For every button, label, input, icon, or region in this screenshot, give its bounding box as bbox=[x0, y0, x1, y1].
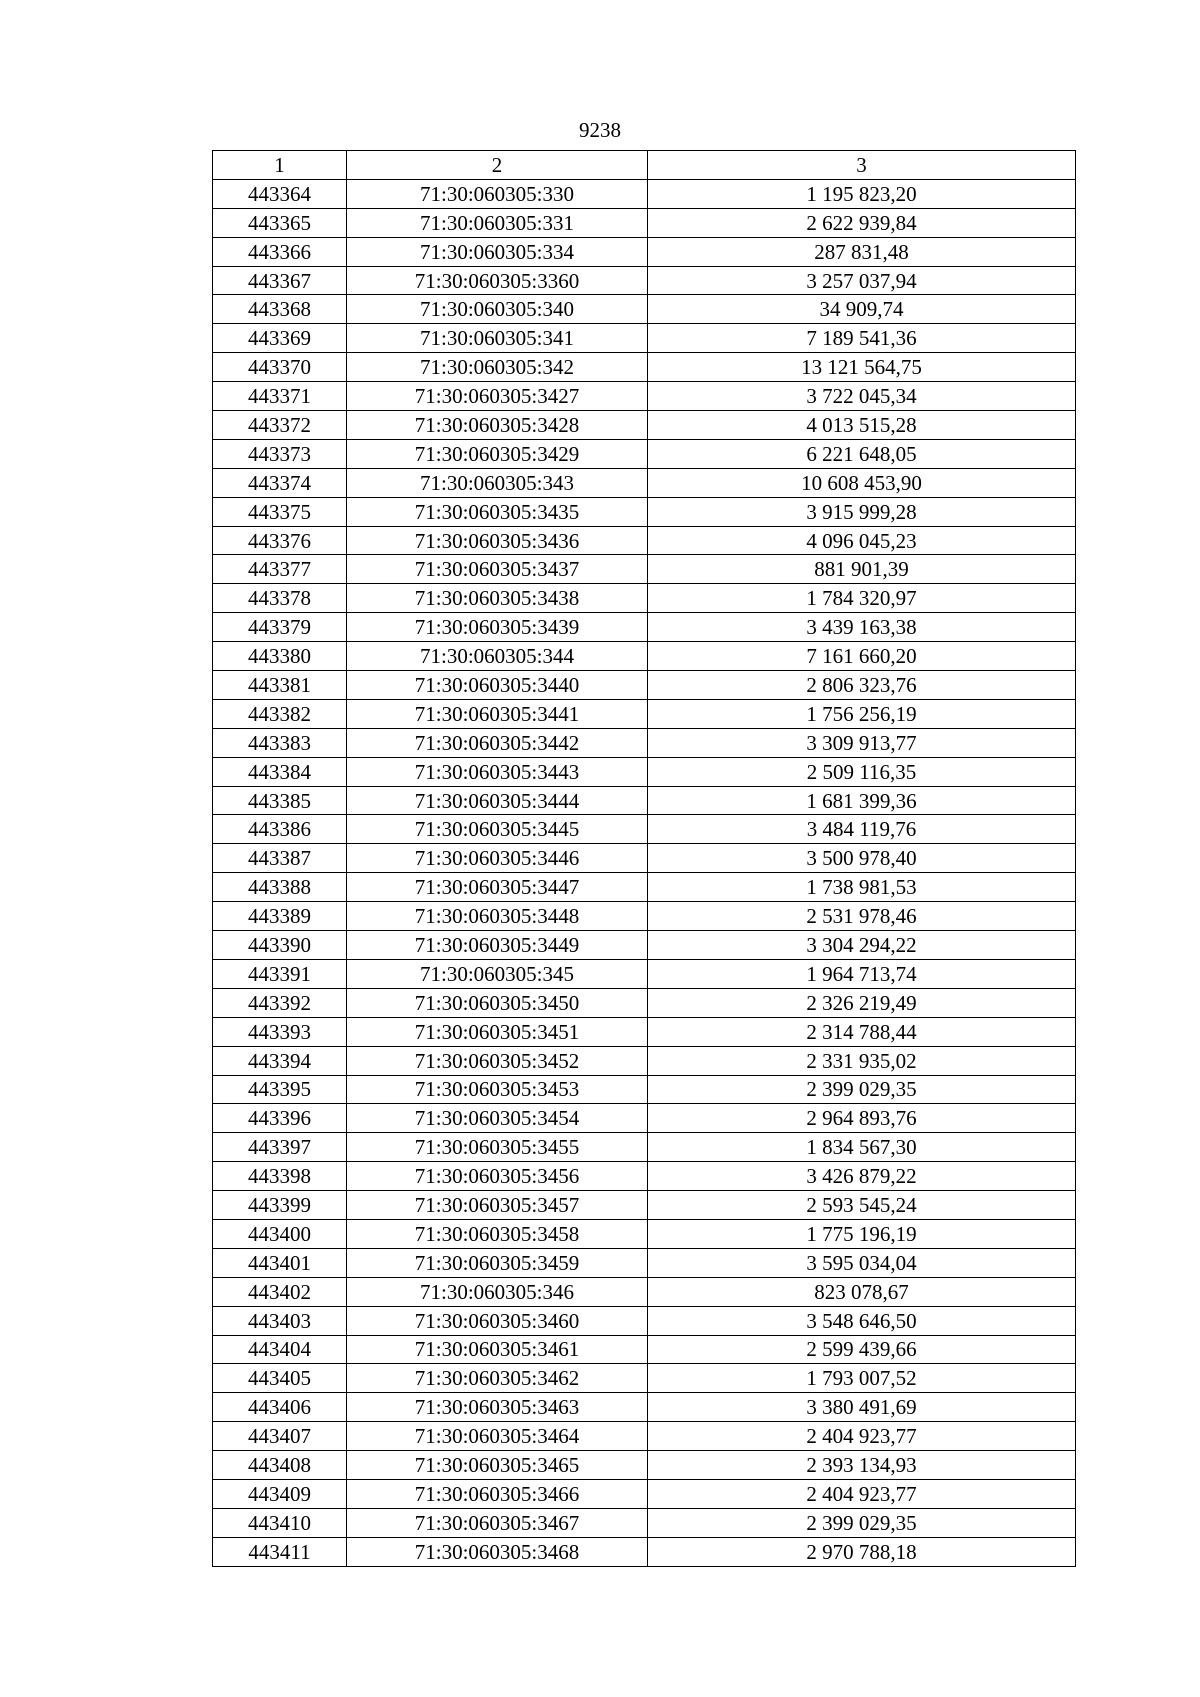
value-cell: 6 221 648,05 bbox=[648, 439, 1076, 468]
cadastral-number-cell: 71:30:060305:3427 bbox=[347, 382, 648, 411]
row-number-cell: 443407 bbox=[213, 1422, 347, 1451]
row-number-cell: 443410 bbox=[213, 1508, 347, 1537]
cadastral-number-cell: 71:30:060305:342 bbox=[347, 353, 648, 382]
value-cell: 10 608 453,90 bbox=[648, 468, 1076, 497]
row-number-cell: 443390 bbox=[213, 931, 347, 960]
row-number-cell: 443375 bbox=[213, 497, 347, 526]
row-number-cell: 443399 bbox=[213, 1191, 347, 1220]
row-number-cell: 443383 bbox=[213, 728, 347, 757]
page-number: 9238 bbox=[579, 118, 621, 142]
table-row bbox=[213, 1104, 1076, 1133]
table-row bbox=[213, 1133, 1076, 1162]
table-row bbox=[213, 959, 1076, 988]
table-row bbox=[213, 642, 1076, 671]
cadastral-number-cell: 71:30:060305:344 bbox=[347, 642, 648, 671]
cadastral-number-cell: 71:30:060305:3450 bbox=[347, 988, 648, 1017]
row-number-cell: 443388 bbox=[213, 873, 347, 902]
table-row bbox=[213, 902, 1076, 931]
value-cell: 3 380 491,69 bbox=[648, 1393, 1076, 1422]
cadastral-number-cell: 71:30:060305:3440 bbox=[347, 671, 648, 700]
row-number-cell: 443378 bbox=[213, 584, 347, 613]
cadastral-number-cell: 71:30:060305:3435 bbox=[347, 497, 648, 526]
value-cell: 1 756 256,19 bbox=[648, 699, 1076, 728]
row-number-cell: 443393 bbox=[213, 1017, 347, 1046]
value-cell: 2 326 219,49 bbox=[648, 988, 1076, 1017]
cadastral-number-cell: 71:30:060305:3461 bbox=[347, 1335, 648, 1364]
row-number-cell: 443405 bbox=[213, 1364, 347, 1393]
cadastral-number-cell: 71:30:060305:3429 bbox=[347, 439, 648, 468]
value-cell: 13 121 564,75 bbox=[648, 353, 1076, 382]
cadastral-number-cell: 71:30:060305:3443 bbox=[347, 757, 648, 786]
cadastral-number-cell: 71:30:060305:340 bbox=[347, 295, 648, 324]
value-cell: 3 595 034,04 bbox=[648, 1248, 1076, 1277]
table-header-row bbox=[213, 151, 1076, 180]
cadastral-number-cell: 71:30:060305:3467 bbox=[347, 1508, 648, 1537]
value-cell: 7 189 541,36 bbox=[648, 324, 1076, 353]
table-row bbox=[213, 815, 1076, 844]
row-number-cell: 443396 bbox=[213, 1104, 347, 1133]
cadastral-number-cell: 71:30:060305:3462 bbox=[347, 1364, 648, 1393]
cadastral-number-cell: 71:30:060305:3449 bbox=[347, 931, 648, 960]
table-row bbox=[213, 1364, 1076, 1393]
row-number-cell: 443408 bbox=[213, 1451, 347, 1480]
value-cell: 881 901,39 bbox=[648, 555, 1076, 584]
table-row bbox=[213, 1046, 1076, 1075]
cadastral-number-cell: 71:30:060305:3453 bbox=[347, 1075, 648, 1104]
table-row bbox=[213, 324, 1076, 353]
cadastral-number-cell: 71:30:060305:3447 bbox=[347, 873, 648, 902]
row-number-cell: 443368 bbox=[213, 295, 347, 324]
row-number-cell: 443367 bbox=[213, 266, 347, 295]
value-cell: 3 304 294,22 bbox=[648, 931, 1076, 960]
row-number-cell: 443382 bbox=[213, 699, 347, 728]
value-cell: 1 964 713,74 bbox=[648, 959, 1076, 988]
row-number-cell: 443372 bbox=[213, 411, 347, 440]
cadastral-number-cell: 71:30:060305:3466 bbox=[347, 1479, 648, 1508]
value-cell: 3 915 999,28 bbox=[648, 497, 1076, 526]
row-number-cell: 443403 bbox=[213, 1306, 347, 1335]
value-cell: 3 548 646,50 bbox=[648, 1306, 1076, 1335]
table-row bbox=[213, 555, 1076, 584]
value-cell: 2 970 788,18 bbox=[648, 1537, 1076, 1566]
value-cell: 2 399 029,35 bbox=[648, 1075, 1076, 1104]
cadastral-number-cell: 71:30:060305:3360 bbox=[347, 266, 648, 295]
cadastral-number-cell: 71:30:060305:3446 bbox=[347, 844, 648, 873]
cadastral-number-cell: 71:30:060305:330 bbox=[347, 179, 648, 208]
value-cell: 2 509 116,35 bbox=[648, 757, 1076, 786]
value-cell: 2 531 978,46 bbox=[648, 902, 1076, 931]
table-row bbox=[213, 931, 1076, 960]
row-number-cell: 443364 bbox=[213, 179, 347, 208]
row-number-cell: 443384 bbox=[213, 757, 347, 786]
cadastral-number-cell: 71:30:060305:3437 bbox=[347, 555, 648, 584]
table-row bbox=[213, 1306, 1076, 1335]
cadastral-number-cell: 71:30:060305:3428 bbox=[347, 411, 648, 440]
row-number-cell: 443387 bbox=[213, 844, 347, 873]
cadastral-number-cell: 71:30:060305:3458 bbox=[347, 1219, 648, 1248]
table-row bbox=[213, 584, 1076, 613]
cadastral-number-cell: 71:30:060305:346 bbox=[347, 1277, 648, 1306]
value-cell: 2 331 935,02 bbox=[648, 1046, 1076, 1075]
cadastral-number-cell: 71:30:060305:345 bbox=[347, 959, 648, 988]
cadastral-number-cell: 71:30:060305:3444 bbox=[347, 786, 648, 815]
row-number-cell: 443391 bbox=[213, 959, 347, 988]
table-row bbox=[213, 382, 1076, 411]
value-cell: 1 834 567,30 bbox=[648, 1133, 1076, 1162]
value-cell: 3 309 913,77 bbox=[648, 728, 1076, 757]
column-header-3: 3 bbox=[648, 151, 1076, 180]
table-row bbox=[213, 1219, 1076, 1248]
row-number-cell: 443406 bbox=[213, 1393, 347, 1422]
value-cell: 2 404 923,77 bbox=[648, 1422, 1076, 1451]
row-number-cell: 443365 bbox=[213, 208, 347, 237]
table-row bbox=[213, 208, 1076, 237]
table-row bbox=[213, 728, 1076, 757]
value-cell: 4 013 515,28 bbox=[648, 411, 1076, 440]
value-cell: 2 806 323,76 bbox=[648, 671, 1076, 700]
row-number-cell: 443370 bbox=[213, 353, 347, 382]
row-number-cell: 443371 bbox=[213, 382, 347, 411]
table-row bbox=[213, 439, 1076, 468]
value-cell: 2 393 134,93 bbox=[648, 1451, 1076, 1480]
table-row bbox=[213, 988, 1076, 1017]
value-cell: 3 439 163,38 bbox=[648, 613, 1076, 642]
row-number-cell: 443400 bbox=[213, 1219, 347, 1248]
cadastral-number-cell: 71:30:060305:3459 bbox=[347, 1248, 648, 1277]
cadastral-number-cell: 71:30:060305:3455 bbox=[347, 1133, 648, 1162]
value-cell: 2 399 029,35 bbox=[648, 1508, 1076, 1537]
value-cell: 3 722 045,34 bbox=[648, 382, 1076, 411]
table-row bbox=[213, 1017, 1076, 1046]
table-row bbox=[213, 497, 1076, 526]
row-number-cell: 443377 bbox=[213, 555, 347, 584]
cadastral-number-cell: 71:30:060305:3454 bbox=[347, 1104, 648, 1133]
cadastral-number-cell: 71:30:060305:3445 bbox=[347, 815, 648, 844]
cadastral-number-cell: 71:30:060305:3442 bbox=[347, 728, 648, 757]
table-row bbox=[213, 1451, 1076, 1480]
table-body bbox=[213, 179, 1076, 1566]
row-number-cell: 443380 bbox=[213, 642, 347, 671]
table-row bbox=[213, 844, 1076, 873]
cadastral-number-cell: 71:30:060305:3452 bbox=[347, 1046, 648, 1075]
row-number-cell: 443401 bbox=[213, 1248, 347, 1277]
table-row bbox=[213, 1422, 1076, 1451]
table-row bbox=[213, 1248, 1076, 1277]
cadastral-number-cell: 71:30:060305:334 bbox=[347, 237, 648, 266]
row-number-cell: 443398 bbox=[213, 1162, 347, 1191]
row-number-cell: 443373 bbox=[213, 439, 347, 468]
value-cell: 2 964 893,76 bbox=[648, 1104, 1076, 1133]
value-cell: 287 831,48 bbox=[648, 237, 1076, 266]
value-cell: 1 784 320,97 bbox=[648, 584, 1076, 613]
cadastral-number-cell: 71:30:060305:3439 bbox=[347, 613, 648, 642]
cadastral-number-cell: 71:30:060305:3463 bbox=[347, 1393, 648, 1422]
table-row bbox=[213, 1277, 1076, 1306]
cadastral-number-cell: 71:30:060305:3441 bbox=[347, 699, 648, 728]
value-cell: 2 404 923,77 bbox=[648, 1479, 1076, 1508]
row-number-cell: 443397 bbox=[213, 1133, 347, 1162]
column-header-2: 2 bbox=[347, 151, 648, 180]
row-number-cell: 443386 bbox=[213, 815, 347, 844]
value-cell: 1 793 007,52 bbox=[648, 1364, 1076, 1393]
table-row bbox=[213, 411, 1076, 440]
value-cell: 2 593 545,24 bbox=[648, 1191, 1076, 1220]
row-number-cell: 443389 bbox=[213, 902, 347, 931]
value-cell: 3 484 119,76 bbox=[648, 815, 1076, 844]
row-number-cell: 443379 bbox=[213, 613, 347, 642]
cadastral-number-cell: 71:30:060305:3438 bbox=[347, 584, 648, 613]
table-row bbox=[213, 526, 1076, 555]
value-cell: 3 257 037,94 bbox=[648, 266, 1076, 295]
table-row bbox=[213, 1335, 1076, 1364]
table-row bbox=[213, 699, 1076, 728]
table-row bbox=[213, 1191, 1076, 1220]
cadastral-number-cell: 71:30:060305:331 bbox=[347, 208, 648, 237]
value-cell: 2 599 439,66 bbox=[648, 1335, 1076, 1364]
row-number-cell: 443395 bbox=[213, 1075, 347, 1104]
row-number-cell: 443394 bbox=[213, 1046, 347, 1075]
row-number-cell: 443392 bbox=[213, 988, 347, 1017]
cadastral-number-cell: 71:30:060305:3448 bbox=[347, 902, 648, 931]
value-cell: 34 909,74 bbox=[648, 295, 1076, 324]
table-row bbox=[213, 237, 1076, 266]
table-row bbox=[213, 1508, 1076, 1537]
value-cell: 2 622 939,84 bbox=[648, 208, 1076, 237]
table-row bbox=[213, 1162, 1076, 1191]
table-row bbox=[213, 468, 1076, 497]
table-row bbox=[213, 353, 1076, 382]
row-number-cell: 443404 bbox=[213, 1335, 347, 1364]
column-header-1: 1 bbox=[213, 151, 347, 180]
row-number-cell: 443385 bbox=[213, 786, 347, 815]
cadastral-number-cell: 71:30:060305:3457 bbox=[347, 1191, 648, 1220]
value-cell: 3 426 879,22 bbox=[648, 1162, 1076, 1191]
table-row bbox=[213, 613, 1076, 642]
value-cell: 1 681 399,36 bbox=[648, 786, 1076, 815]
table-row bbox=[213, 1393, 1076, 1422]
cadastral-number-cell: 71:30:060305:3465 bbox=[347, 1451, 648, 1480]
cadastral-number-cell: 71:30:060305:3460 bbox=[347, 1306, 648, 1335]
value-cell: 7 161 660,20 bbox=[648, 642, 1076, 671]
value-cell: 823 078,67 bbox=[648, 1277, 1076, 1306]
value-cell: 1 738 981,53 bbox=[648, 873, 1076, 902]
table-row bbox=[213, 179, 1076, 208]
table-row bbox=[213, 757, 1076, 786]
cadastral-number-cell: 71:30:060305:3456 bbox=[347, 1162, 648, 1191]
cadastral-number-cell: 71:30:060305:3436 bbox=[347, 526, 648, 555]
value-cell: 1 195 823,20 bbox=[648, 179, 1076, 208]
table-row bbox=[213, 786, 1076, 815]
cadastral-number-cell: 71:30:060305:343 bbox=[347, 468, 648, 497]
cadastral-number-cell: 71:30:060305:3468 bbox=[347, 1537, 648, 1566]
value-cell: 4 096 045,23 bbox=[648, 526, 1076, 555]
cadastral-number-cell: 71:30:060305:341 bbox=[347, 324, 648, 353]
row-number-cell: 443411 bbox=[213, 1537, 347, 1566]
table-row bbox=[213, 1075, 1076, 1104]
table-row bbox=[213, 295, 1076, 324]
row-number-cell: 443402 bbox=[213, 1277, 347, 1306]
row-number-cell: 443374 bbox=[213, 468, 347, 497]
value-cell: 2 314 788,44 bbox=[648, 1017, 1076, 1046]
row-number-cell: 443366 bbox=[213, 237, 347, 266]
row-number-cell: 443409 bbox=[213, 1479, 347, 1508]
cadastral-number-cell: 71:30:060305:3464 bbox=[347, 1422, 648, 1451]
row-number-cell: 443381 bbox=[213, 671, 347, 700]
value-cell: 3 500 978,40 bbox=[648, 844, 1076, 873]
table-row bbox=[213, 873, 1076, 902]
row-number-cell: 443376 bbox=[213, 526, 347, 555]
cadastral-number-cell: 71:30:060305:3451 bbox=[347, 1017, 648, 1046]
value-cell: 1 775 196,19 bbox=[648, 1219, 1076, 1248]
table-row bbox=[213, 671, 1076, 700]
table-row bbox=[213, 1479, 1076, 1508]
table-row bbox=[213, 266, 1076, 295]
row-number-cell: 443369 bbox=[213, 324, 347, 353]
table-row bbox=[213, 1537, 1076, 1566]
registry-table bbox=[212, 150, 1076, 1567]
